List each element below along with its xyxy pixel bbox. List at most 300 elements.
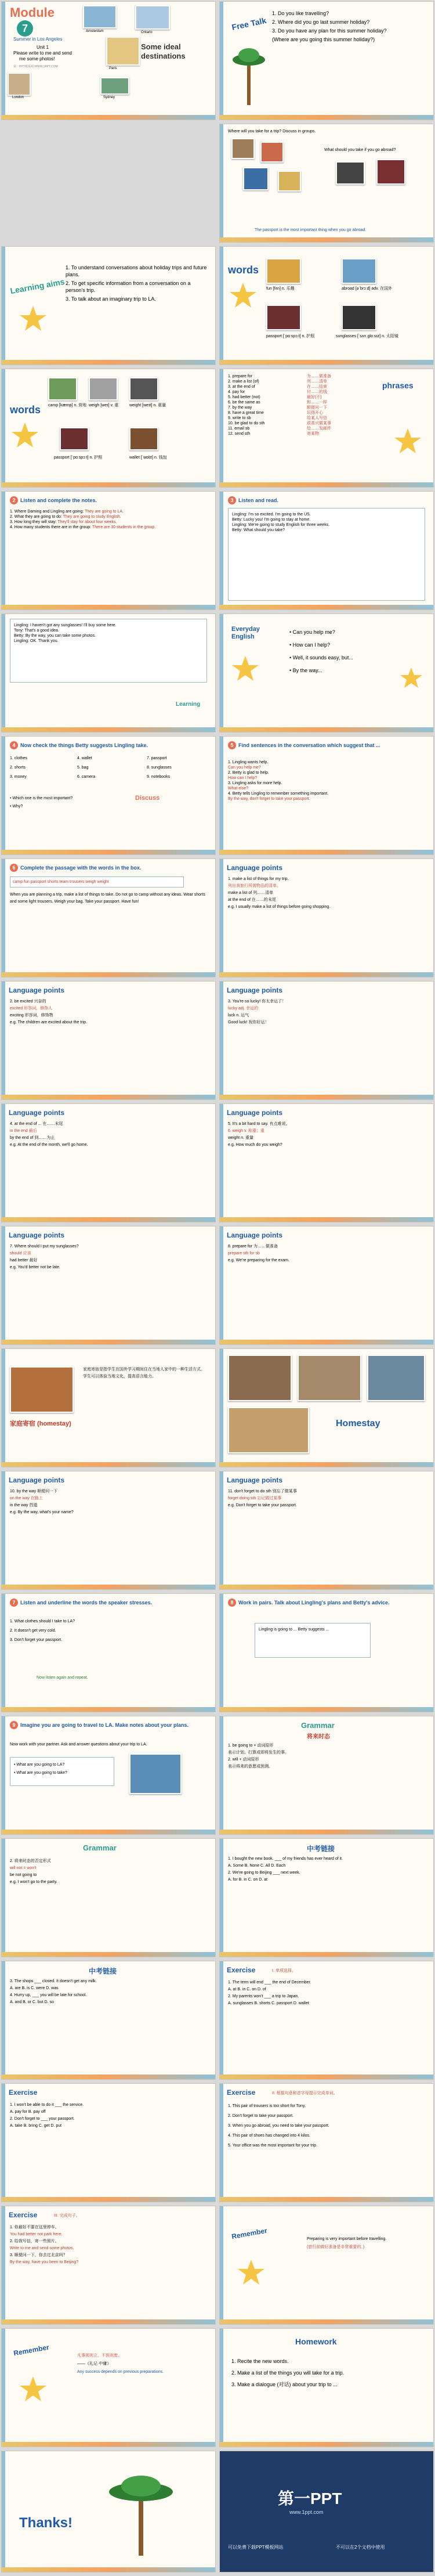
slide-decoration: [2, 369, 5, 487]
dialogue-line: Tony: That's a good idea.: [14, 629, 59, 633]
slide-decoration: [2, 360, 215, 365]
slide-free-talk[interactable]: [219, 1, 434, 120]
brand-note: 可以免费下载PPT模板网站: [228, 2545, 284, 2550]
point-line: in the end 最后: [10, 1129, 37, 1133]
stress-list: [10, 1617, 207, 1645]
point-line: weight n. 重量: [228, 1136, 253, 1140]
point-line: e.g. How much do you weigh?: [228, 1143, 282, 1147]
phrase-cn: 为……做准备: [307, 374, 331, 378]
module-number: 7: [17, 20, 33, 37]
slide-decoration: [220, 850, 433, 854]
find-title-text: Find sentences in the conversation which suggest that ...: [238, 742, 380, 748]
slide-decoration: [220, 605, 433, 609]
slide-decoration: [220, 1462, 433, 1467]
exercise-list: [228, 1980, 425, 2008]
expression-list: [289, 626, 405, 677]
point-line: e.g. At the end of the month, we'll go home.: [10, 1143, 88, 1147]
homework-item: 2. Make a list of the things you will take for a trip.: [231, 2370, 345, 2376]
word-item: sunglasses [ˈsʌnˌɡlɑːsɪz] n. 太阳镜: [336, 334, 398, 338]
slide-exercise[interactable]: [1, 2083, 216, 2202]
stress-title: [10, 1599, 207, 1607]
step-number-icon: 4: [10, 741, 18, 749]
note-prompt: 3. How long they will stay:: [10, 520, 57, 524]
star-mascot-icon: [231, 655, 259, 683]
exam-list: [228, 1856, 425, 1884]
aim-item: 1. To understand conversations about holiday trips and future plans.: [66, 265, 207, 277]
point-line: exciting 形容词，修饰物: [10, 1013, 53, 1018]
slide-decoration: [2, 2, 5, 120]
slide-decoration: [2, 1349, 5, 1467]
exam-title: 中考链接: [307, 1845, 335, 1853]
check-item[interactable]: 8. sunglasses: [147, 766, 172, 770]
slide-decoration: [2, 2197, 215, 2202]
slide-decoration: [2, 1839, 5, 1957]
point-list: [10, 999, 207, 1027]
grammar-title: Grammar: [301, 1721, 335, 1730]
grammar-line: 2. will + 动词原形: [228, 1758, 259, 1762]
brand-logo: 第一PPT: [278, 2490, 342, 2508]
point-list: [10, 1121, 207, 1149]
point-line: 10. by the way 顺便问一下: [10, 1489, 58, 1493]
slide-decoration: [2, 2451, 5, 2572]
check-item[interactable]: 9. notebooks: [147, 775, 171, 779]
slide-decoration: [2, 2442, 215, 2447]
discuss-question: • Which one is the most important?: [10, 796, 73, 800]
dialogue-line: Lingling: We're going to study English for three weeks.: [232, 523, 330, 527]
photo-sunglasses: [336, 161, 365, 185]
grammar-line: 表示将来的意愿或预测。: [228, 1765, 273, 1769]
photo-item: [260, 142, 284, 163]
exercise-line: 2. Don't forget to ___ your passport.: [10, 2117, 75, 2121]
expression: • How can I help?: [289, 642, 331, 648]
check-title-text: Now check the things Betty suggests Lingling take.: [20, 742, 148, 748]
slide-exercise[interactable]: [219, 2083, 434, 2202]
slide-check-items[interactable]: [1, 736, 216, 855]
phrase-cn: 在……结束: [307, 385, 327, 389]
repeat-note: Now listen again and repeat.: [37, 1676, 88, 1680]
dialogue-line: Lingling: I'm so excited. I'm going to the US.: [232, 513, 311, 517]
step-number-icon: 6: [10, 864, 18, 872]
step-number-icon: 7: [10, 1599, 18, 1607]
expression: • Can you help me?: [289, 629, 335, 635]
thanks-title: Thanks!: [19, 2515, 73, 2531]
slide-grammar[interactable]: [219, 1716, 434, 1835]
slide-decoration: [220, 2206, 223, 2324]
find-list: [228, 760, 425, 802]
slide-discuss[interactable]: [219, 124, 434, 243]
slide-decoration: [220, 972, 433, 977]
slide-decoration: [220, 1471, 223, 1589]
check-item[interactable]: 7. passport: [147, 756, 167, 760]
slide-decoration: [2, 1095, 215, 1099]
phrase-cn: 给……发邮件: [307, 427, 331, 431]
place-label: Paris: [109, 67, 117, 70]
slide-language-points[interactable]: [1, 1103, 216, 1222]
find-item: 1. Lingling wants help.: [228, 760, 269, 764]
place-label: Sydney: [103, 96, 115, 99]
exam-line: 1. I bought the new book. ___ of my friends has ever heard of it.: [228, 1857, 343, 1861]
palm-tree-icon: [231, 37, 266, 106]
grammar-line: will not = won't: [10, 1866, 37, 1870]
slide-decoration: [220, 1839, 223, 1957]
slide-decoration: [220, 1349, 223, 1467]
slide-decoration: [2, 247, 5, 365]
exercise-line: 4. This pair of shoes has changed into 4 kilos.: [228, 2134, 310, 2138]
word-item: passport [ˈpɑːspɔːt] n. 护照: [54, 456, 103, 460]
slide-thanks[interactable]: [1, 2451, 216, 2573]
slide-homework[interactable]: [219, 2328, 434, 2447]
slide-decoration: [220, 1104, 223, 1222]
phrase-en: 6. be the same as: [228, 401, 260, 405]
homestay-text: 家庭寄宿是指学生在国外学习期间住在当地人家中的一种生活方式。学生可以体验当地文化，提高语言能力。: [83, 1368, 205, 1379]
phrase-en: 9. write to sb: [228, 416, 251, 420]
slide-decoration: [2, 2567, 215, 2572]
slide-language-points[interactable]: [219, 981, 434, 1100]
check-col: [77, 754, 141, 782]
point-line: lucky adj. 幸运的: [228, 1006, 259, 1011]
slide-listen-stress[interactable]: [1, 1593, 216, 1712]
slide-decoration: [2, 1226, 5, 1344]
slide-decoration: [2, 1594, 5, 1712]
slide-decoration: [2, 1462, 215, 1467]
point-line: 3. You're so lucky! 你太幸运了！: [228, 1000, 287, 1004]
question: • What are you going to take?: [14, 1771, 67, 1775]
slide-decoration: [220, 1830, 433, 1834]
place-label: London: [12, 96, 24, 99]
step-number-icon: 2: [10, 496, 18, 504]
destinations-title: Some ideal destinations: [141, 42, 186, 60]
slide-pair-work[interactable]: [219, 1593, 434, 1712]
find-item: 3. Lingling asks for more help.: [228, 781, 282, 785]
slide-decoration: [2, 1952, 215, 1957]
note-answer: There are 30 students in the group.: [92, 525, 156, 529]
exercise-line: A. sunglasses B. shorts C. passport D. wallet: [228, 2001, 309, 2005]
point-line: had better 最好: [10, 1258, 38, 1262]
slide-exam-link[interactable]: [1, 1961, 216, 2080]
homework-title: Homework: [295, 2337, 337, 2346]
everyday-english-title: Everyday English: [231, 626, 260, 640]
find-item: 2. Betty is glad to help.: [228, 771, 269, 775]
point-list: [228, 1121, 425, 1149]
photo-homestay: [298, 1355, 361, 1401]
word-item: wallet [ˈwɒlɪt] n. 钱包: [129, 456, 167, 460]
grammar-title: Grammar: [83, 1843, 117, 1852]
exercise-title: Exercise: [227, 1966, 256, 1974]
point-line: 5. It's a bit hard to say. 有点难说。: [228, 1122, 290, 1126]
photo-weight: [129, 377, 158, 401]
slide-decoration: [220, 2074, 433, 2079]
slide-decoration: [220, 1716, 223, 1834]
phrase-en: 5. had better (not): [228, 395, 260, 399]
slide-remember[interactable]: [219, 2206, 434, 2325]
slide-complete-passage[interactable]: [1, 858, 216, 977]
slide-decoration: [2, 2074, 215, 2079]
slide-decoration: [2, 492, 5, 609]
abroad-question: What should you take if you go abroad?: [324, 148, 396, 152]
imagine-text: Now work with your partner. Ask and answer questions about your trip to LA.: [10, 1742, 147, 1747]
point-line: prepare sth for sb: [228, 1251, 260, 1255]
slide-language-points[interactable]: [1, 981, 216, 1100]
slide-decoration: [220, 2442, 433, 2447]
slide-words-1[interactable]: [219, 246, 434, 365]
photo-amsterdam: [83, 5, 117, 28]
slide-decoration: [220, 1217, 433, 1222]
star-mascot-icon: [394, 427, 422, 455]
slide-exercise[interactable]: [1, 2206, 216, 2325]
phrase-cn: 最好(不): [307, 395, 322, 399]
slide-title: Language points: [227, 986, 282, 994]
aim-item: 2. To get specific information from a conversation on a person's trip.: [66, 280, 191, 293]
photo-ontario: [135, 5, 170, 30]
slide-language-points[interactable]: [219, 1471, 434, 1590]
complete-title-text: Complete the passage with the words in the box.: [20, 865, 142, 871]
slide-language-points[interactable]: [1, 1226, 216, 1345]
slide-remember-quote[interactable]: [1, 2328, 216, 2447]
exercise-line: A. take B. bring C. get D. put: [10, 2124, 62, 2128]
homestay-heading: Homestay: [336, 1419, 380, 1428]
phrase-en: 10. be glad to do sth: [228, 421, 265, 425]
exercise-sub: II. 根据句意和首字母提示完成单词。: [272, 2091, 338, 2095]
slide-decoration: [220, 1226, 223, 1344]
check-item[interactable]: 6. camera: [77, 775, 96, 779]
word-item: weigh [weɪ] v. 重: [89, 403, 119, 407]
find-title: [228, 741, 425, 749]
slide-words-2[interactable]: [1, 369, 216, 488]
publisher: 第一PPT模板网-WWW.1PPT.COM: [13, 65, 58, 68]
check-col: [10, 754, 74, 782]
notes-list: [10, 509, 207, 530]
exam-title: 中考链接: [89, 1967, 117, 1975]
point-line: 2. be excited 兴奋的: [10, 1000, 46, 1004]
slide-decoration: [220, 2329, 223, 2447]
point-line: forget doing sth 忘记做过某事: [228, 1496, 282, 1500]
slide-exam-link[interactable]: [219, 1838, 434, 1957]
brand-url[interactable]: www.1ppt.com: [289, 2509, 324, 2515]
slide-decoration: [220, 1707, 433, 1712]
point-line: in the way 挡道: [10, 1503, 38, 1507]
dialogue-line: Betty: What should you take?: [232, 528, 285, 532]
slide-decoration: [220, 1952, 433, 1957]
slide-title: Language points: [227, 864, 282, 872]
exercise-line: 1. This pair of trousers is too short for Tony.: [228, 2104, 306, 2108]
grammar-line: be not going to: [10, 1873, 37, 1877]
photo-weigh: [89, 377, 118, 401]
point-line: e.g. We're preparing for the exam.: [228, 1258, 289, 1262]
slide-find-sentences[interactable]: [219, 736, 434, 855]
slide-exercise[interactable]: [219, 1961, 434, 2080]
slide-brand[interactable]: [219, 2451, 434, 2573]
listen-read-title: [228, 496, 278, 504]
slide-homestay-info[interactable]: [1, 1348, 216, 1467]
slide-learning-aims[interactable]: [1, 246, 216, 365]
quote-line: Any success depends on previous preparations.: [77, 2370, 164, 2374]
slide-decoration: [220, 492, 223, 609]
point-line: luck n. 运气: [228, 1013, 249, 1018]
note-answer: They are going to study English.: [63, 515, 121, 519]
exercise-title: Exercise: [9, 2211, 38, 2219]
slide-decoration: [2, 1217, 215, 1222]
phrase-en: 12. send sth: [228, 432, 251, 436]
word-item: weight [weɪt] n. 重量: [129, 403, 166, 407]
photo-homestay: [228, 1355, 292, 1401]
palm-tree-icon: [106, 2463, 176, 2561]
grammar-line: 表示计划、打算或即将发生的事。: [228, 1751, 289, 1755]
grammar-list: [10, 1859, 207, 1886]
slide-language-points[interactable]: [219, 1226, 434, 1345]
slide-decoration: [220, 369, 223, 487]
slide-decoration: [220, 360, 433, 365]
homework-item: 3. Make a dialogue (对话) about your trip to ...: [231, 2382, 338, 2387]
photo-abroad: [342, 258, 376, 284]
exam-line: A. and B. or C. but D. so: [10, 2000, 54, 2004]
check-item[interactable]: 1. clothes: [10, 756, 27, 760]
photo-passport: [266, 305, 301, 330]
point-line: at the end of 在……的末尾: [228, 898, 276, 902]
phrase-en: 7. by the way: [228, 406, 252, 410]
phrase-cn: 付……的钱: [307, 390, 327, 394]
slide-phrases[interactable]: [219, 369, 434, 488]
note-item: [10, 525, 207, 530]
slide-decoration: [2, 2319, 215, 2324]
exercise-line: 3. 顺便问一下，你去过北京吗？: [10, 2253, 67, 2257]
point-line: 11. don't forget to do sth 别忘了做某事: [228, 1489, 297, 1493]
exercise-line: 2. 给我写信，寄一些照片。: [10, 2239, 59, 2243]
point-line: 4. at the end of ... 在……末尾: [10, 1122, 63, 1126]
slide-decoration: [220, 1095, 433, 1099]
exercise-line: By the way, have you been to Beijing?: [10, 2260, 79, 2264]
slide-dialogue-cont[interactable]: [1, 614, 216, 733]
phrase-cn: 和……一样: [307, 401, 327, 405]
slide-decoration: [220, 1340, 433, 1344]
stress-title-text: Listen and underline the words the speaker stresses.: [20, 1600, 153, 1606]
pair-title-text: Work in pairs. Talk about Lingling's plans and Betty's advice.: [238, 1600, 390, 1606]
note-item: [10, 514, 207, 519]
slide-decoration: [220, 1594, 223, 1712]
phrase-en: 1. prepare for: [228, 374, 253, 378]
slide-decoration: [220, 614, 223, 732]
note-item: [10, 509, 207, 514]
words-title: words: [10, 404, 41, 416]
check-item[interactable]: 2. shorts: [10, 766, 26, 770]
photo-camp: [48, 377, 77, 401]
check-item[interactable]: 3. money: [10, 775, 27, 779]
point-list: [228, 1489, 425, 1510]
dialogue-line: Betty: By the way, you can take some photos.: [14, 634, 96, 638]
words-title: words: [228, 264, 259, 276]
discuss-questions: [10, 795, 126, 811]
slide-listen-notes[interactable]: [1, 491, 216, 610]
step-number-icon: 8: [228, 1599, 236, 1607]
exercise-line: 1. The term will end ___ the end of December.: [228, 1980, 311, 1985]
exercise-line: 2. Don't forget to take your passport.: [228, 2114, 294, 2118]
slide-title: Language points: [227, 1231, 282, 1239]
point-line: 1. make a list of things for my trip.: [228, 877, 289, 881]
exam-line: A. are B. is C. were D. was: [10, 1986, 59, 1990]
slide-language-points[interactable]: [1, 1471, 216, 1590]
point-line: make a list of 列……清单: [228, 891, 274, 895]
note-answer: They are going to LA.: [85, 510, 124, 514]
slide-decoration: [220, 1585, 433, 1589]
star-mascot-icon: [229, 282, 257, 309]
slide-title: Language points: [9, 1476, 64, 1484]
learning-label: Learning: [176, 701, 201, 708]
phrase-cn: 寄某物: [307, 432, 319, 436]
slide-listen-read[interactable]: [219, 491, 434, 610]
learning-aims-title: Learning aims: [9, 276, 66, 296]
slide-decoration: [2, 605, 215, 609]
slide-decoration: [2, 1707, 215, 1712]
note-prompt: 4. How many students there are in the group:: [10, 525, 92, 529]
find-answer: How can I help?: [228, 776, 258, 780]
remember-title: Remember: [13, 2343, 50, 2358]
phrase-en: 3. at the end of: [228, 385, 255, 389]
exercise-list: [228, 2102, 425, 2152]
quote-line: ——《礼记·中庸》: [77, 2362, 111, 2366]
point-line: e.g. Don't forget to take your passport.: [228, 1503, 297, 1507]
question-box: [10, 1757, 114, 1786]
find-answer: By the way, don't forget to take your passport.: [228, 797, 310, 801]
check-item[interactable]: 5. bag: [77, 766, 89, 770]
point-line: e.g. You'd better not be late.: [10, 1265, 60, 1269]
exercise-line: A. pay for B. pay off: [10, 2110, 46, 2114]
slide-homestay-photos[interactable]: [219, 1348, 434, 1467]
place-label: Amsterdam: [86, 30, 104, 33]
slide-everyday-english[interactable]: [219, 614, 434, 733]
slide-decoration: [220, 737, 223, 854]
word-item: passport [ˈpɑːspɔːt] n. 护照: [266, 334, 315, 338]
photo-item: [278, 171, 301, 192]
check-item[interactable]: 4. wallet: [77, 756, 92, 760]
phrase-en: 4. pay for: [228, 390, 245, 394]
slide-decoration: [2, 2329, 5, 2447]
slide-decoration: [2, 1961, 5, 2079]
point-list: [228, 876, 425, 911]
slide-language-points[interactable]: [219, 858, 434, 977]
imagine-title: [10, 1721, 207, 1729]
word-box: camp fun passport shorts team trousers weigh weight: [10, 876, 184, 887]
slide-decoration: [2, 482, 215, 487]
photo-sydney: [100, 77, 129, 95]
listen-title: [10, 496, 97, 504]
slide-decoration: [2, 1104, 5, 1222]
phrase-cn-list: [307, 374, 376, 436]
note-item: [10, 519, 207, 525]
photo-london: [8, 73, 31, 96]
quote-line: 凡事预则立，不预则废。: [77, 2354, 122, 2358]
slide-title: Language points: [9, 1109, 64, 1117]
aim-item: 3. To talk about an imaginary trip to LA.: [66, 296, 156, 302]
photo-fun: [266, 258, 301, 284]
slide-cover[interactable]: [1, 1, 216, 120]
note-prompt: 1. Where Daming and Lingling are going:: [10, 510, 84, 514]
dialogue-box: [228, 508, 425, 601]
phrases-title: phrases: [382, 381, 414, 390]
question: 3. Do you have any plan for this summer holiday?: [272, 28, 387, 34]
slide-decoration: [2, 1471, 5, 1589]
slide-decoration: [2, 1340, 215, 1344]
slide-decoration: [2, 850, 215, 854]
slide-language-points[interactable]: [219, 1103, 434, 1222]
pair-box: Lingling is going to ... Betty suggests ...: [255, 1623, 371, 1658]
slide-decoration: [2, 1716, 5, 1834]
slide-imagine-trip[interactable]: [1, 1716, 216, 1835]
pair-title: [228, 1599, 425, 1607]
slide-decoration: [2, 2084, 5, 2202]
free-talk-questions: [272, 10, 429, 45]
slide-decoration: [2, 727, 215, 732]
slide-grammar[interactable]: [1, 1838, 216, 1957]
point-line: should 应该: [10, 1251, 31, 1255]
